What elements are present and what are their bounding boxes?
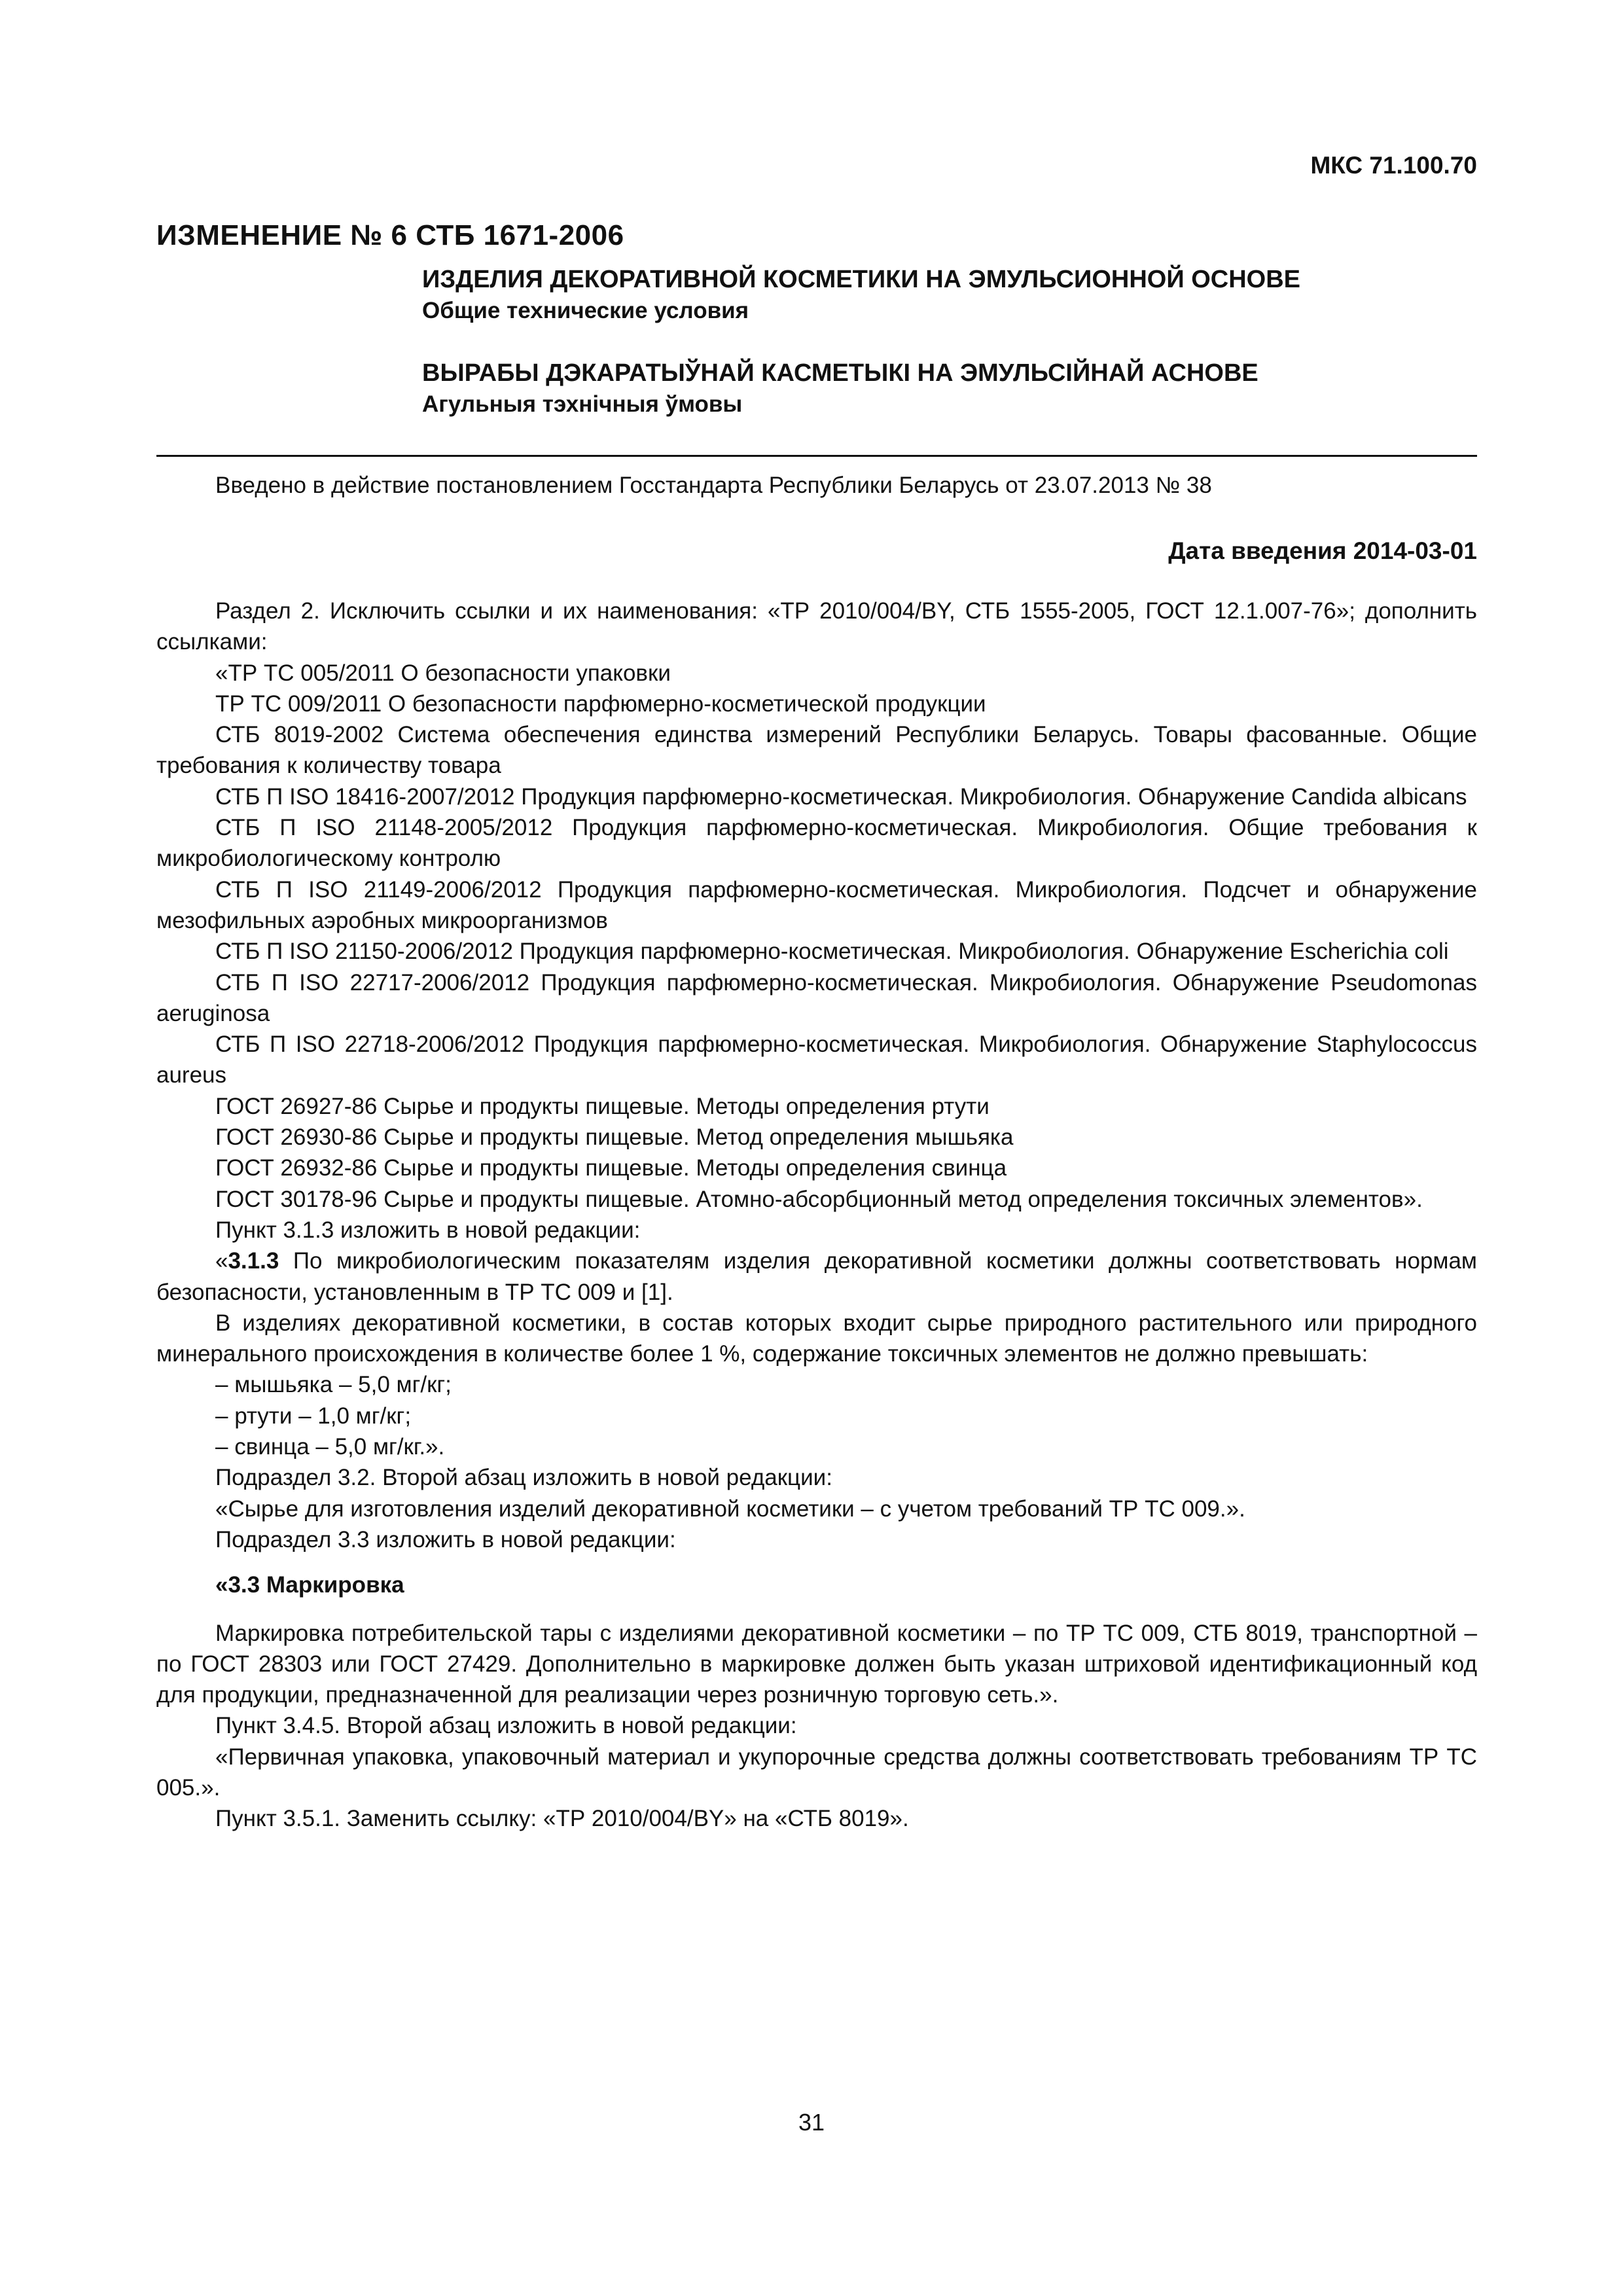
header-divider xyxy=(156,455,1477,457)
effective-date: Дата введения 2014-03-01 xyxy=(1168,537,1477,564)
amendment-title: ИЗМЕНЕНИЕ № 6 СТБ 1671-2006 xyxy=(156,219,624,251)
paragraph: «Сырье для изготовления изделий декоративной косметики – с учетом требований ТР ТС 009.». xyxy=(215,1496,1245,1522)
paragraph: Подраздел 3.2. Второй абзац изложить в новой редакции: xyxy=(215,1465,832,1491)
paragraph: ГОСТ 26932-86 Сырье и продукты пищевые. Методы определения свинца xyxy=(215,1155,1007,1181)
paragraph: СТБ П ISO 18416-2007/2012 Продукция парфюмерно-косметическая. Микробиология. Обнаружение Candida albicans xyxy=(215,783,1467,810)
intro-line: Введено в действие постановлением Госстандарта Республики Беларусь от 23.07.2013 № 38 xyxy=(215,473,1212,498)
paragraph: СТБ П ISO 21148-2005/2012 Продукция парфюмерно-косметическая. Микробиология. Общие требования к микробиологическому контролю xyxy=(156,815,1477,872)
document-body xyxy=(156,596,1477,1835)
paragraph: Пункт 3.1.3 изложить в новой редакции: xyxy=(215,1217,641,1243)
clause-313-quote: « xyxy=(215,1248,228,1274)
paragraph: СТБ П ISO 22718-2006/2012 Продукция парфюмерно-косметическая. Микробиология. Обнаружение Staphylococcus aureus xyxy=(156,1031,1477,1088)
list-item: – свинца – 5,0 мг/кг.». xyxy=(215,1434,445,1460)
paragraph: СТБ П ISO 21150-2006/2012 Продукция парфюмерно-косметическая. Микробиология. Обнаружение Escherichia coli xyxy=(215,939,1449,965)
paragraph: СТБ П ISO 22717-2006/2012 Продукция парфюмерно-косметическая. Микробиология. Обнаружение Pseudomonas aeruginosa xyxy=(156,969,1477,1026)
title-ru: ИЗДЕЛИЯ ДЕКОРАТИВНОЙ КОСМЕТИКИ НА ЭМУЛЬСИОННОЙ ОСНОВЕ xyxy=(422,266,1300,293)
paragraph: «ТР ТС 005/2011 О безопасности упаковки xyxy=(215,660,671,686)
paragraph: Маркировка потребительской тары с изделиями декоративной косметики – по ТР ТС 009, СТБ 8019, транспортной – по ГОСТ 28303 или ГОСТ 27429. Дополнительно в маркировке должен быть указан штриховой идентификационный код для продукции, предназначенной для реализации через розничную торговую сеть.». xyxy=(156,1620,1477,1708)
paragraph: «Первичная упаковка, упаковочный материал и укупорочные средства должны соответствовать требованиям ТР ТС 005.». xyxy=(156,1744,1477,1801)
subtitle-ru: Общие технические условия xyxy=(422,298,749,323)
paragraph: ТР ТС 009/2011 О безопасности парфюмерно-косметической продукции xyxy=(215,691,986,717)
page-number: 31 xyxy=(798,2109,825,2136)
clause-313 xyxy=(156,1246,1477,1308)
paragraph: ГОСТ 26930-86 Сырье и продукты пищевые. Метод определения мышьяка xyxy=(215,1124,1014,1151)
subtitle-by: Агульныя тэхнічныя ўмовы xyxy=(422,391,743,417)
section-heading-3-3: «3.3 Маркировка xyxy=(215,1572,404,1598)
clause-313-number: 3.1.3 xyxy=(228,1248,279,1274)
standard-title-block xyxy=(422,263,1482,420)
paragraph: В изделиях декоративной косметики, в состав которых входит сырье природного растительного или природного минерального происхождения в количестве более 1 %, содержание токсичных элементов не должно превышать: xyxy=(156,1310,1477,1367)
list-item: – ртути – 1,0 мг/кг; xyxy=(215,1403,412,1429)
clause-313-text: По микробиологическим показателям изделия декоративной косметики должны соответствовать нормам безопасности, установленным в ТР ТС 009 и [1]. xyxy=(156,1248,1477,1305)
paragraph: Раздел 2. Исключить ссылки и их наименования: «ТР 2010/004/BY, СТБ 1555-2005, ГОСТ 12.1.007-76»; дополнить ссылками: xyxy=(156,598,1477,655)
paragraph: СТБ П ISO 21149-2006/2012 Продукция парфюмерно-косметическая. Микробиология. Подсчет и обнаружение мезофильных аэробных микроорганизмов xyxy=(156,876,1477,933)
mks-code: МКС 71.100.70 xyxy=(1310,152,1477,179)
paragraph: ГОСТ 26927-86 Сырье и продукты пищевые. Методы определения ртути xyxy=(215,1093,990,1119)
title-by: ВЫРАБЫ ДЭКАРАТЫЎНАЙ КАСМЕТЫКІ НА ЭМУЛЬСІЙНАЙ АСНОВЕ xyxy=(422,359,1258,387)
paragraph: СТБ 8019-2002 Система обеспечения единства измерений Республики Беларусь. Товары фасованные. Общие требования к количеству товара xyxy=(156,722,1477,779)
paragraph: ГОСТ 30178-96 Сырье и продукты пищевые. Атомно-абсорбционный метод определения токсичных элементов». xyxy=(215,1186,1423,1212)
paragraph: Подраздел 3.3 изложить в новой редакции: xyxy=(215,1526,676,1552)
paragraph: Пункт 3.4.5. Второй абзац изложить в новой редакции: xyxy=(215,1713,797,1739)
title-spacer xyxy=(422,326,1482,357)
list-item: – мышьяка – 5,0 мг/кг; xyxy=(215,1372,452,1398)
paragraph: Пункт 3.5.1. Заменить ссылку: «ТР 2010/004/BY» на «СТБ 8019». xyxy=(215,1806,909,1832)
